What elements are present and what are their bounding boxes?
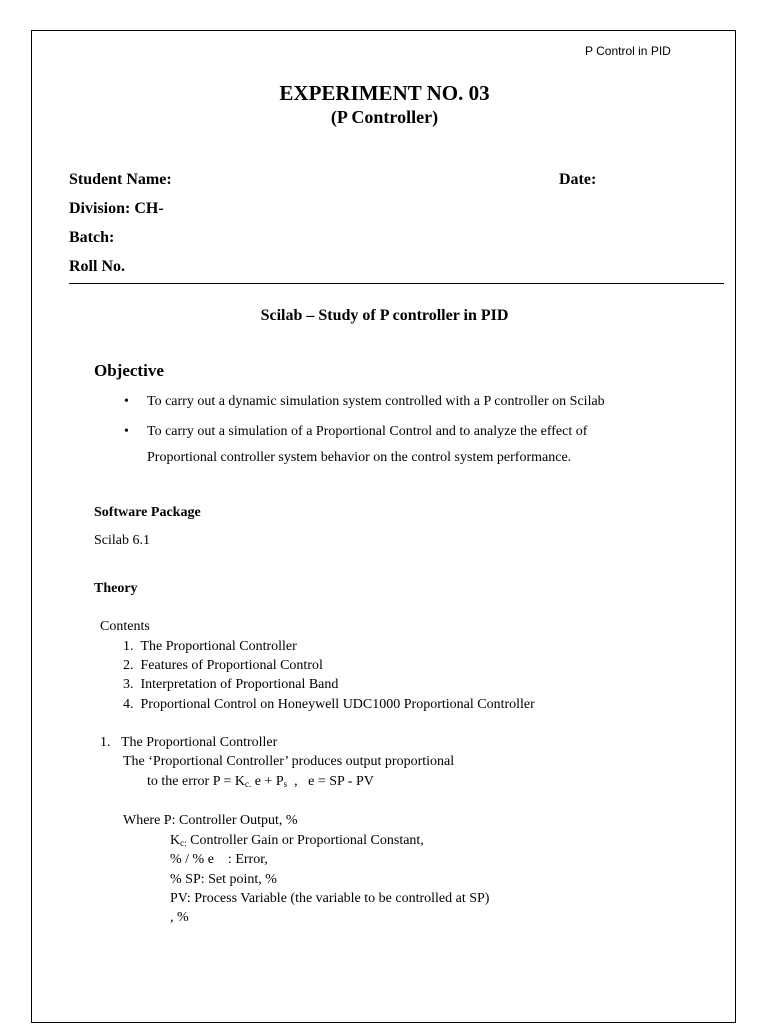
objective-heading: Objective [94,361,164,380]
error-line: % / % e : Error, [170,852,268,867]
pv-unit-line: , % [170,910,189,925]
contents-item: 3. Interpretation of Proportional Band [123,677,339,692]
header-divider [69,283,724,284]
section-title: Scilab – Study of P controller in PID [260,307,509,324]
contents-label: Contents [100,619,150,634]
date-field: Date: [559,171,597,188]
bullet-icon: • [124,394,129,409]
pv-line: PV: Process Variable (the variable to be controlled at SP) [170,891,490,906]
section1-line: The ‘Proportional Controller’ produces output proportional [123,754,455,769]
kc-line: $K_{c:}$ Controller Gain or Proportional Constant, [170,833,424,848]
student-name-field: Student Name: [69,171,172,188]
roll-no-field: Roll No. [69,258,125,275]
where-line: Where P: Controller Output, % [123,813,298,828]
header-note: P Control in PID [585,44,671,58]
experiment-title: EXPERIMENT NO. 03 [279,81,490,105]
sp-line: % SP: Set point, % [170,872,277,887]
batch-field: Batch: [69,229,115,246]
document-page [31,30,736,1023]
software-value: Scilab 6.1 [94,533,150,548]
section1-label: 1. The Proportional Controller [100,735,278,750]
theory-heading: Theory [94,581,138,596]
bullet-text: To carry out a dynamic simulation system controlled with a P controller on Scilab [147,394,605,409]
division-field: Division: CH- [69,200,164,217]
objective-bullet-continuation: Proportional controller system behavior on the control system performance. [147,450,572,465]
objective-bullet [124,424,588,440]
contents-item: 1. The Proportional Controller [123,639,297,654]
bullet-icon: • [124,424,129,439]
objective-bullet [124,394,605,410]
contents-item: 2. Features of Proportional Control [123,658,323,673]
experiment-subtitle: (P Controller) [330,107,439,127]
software-heading: Software Package [94,505,201,520]
contents-item: 4. Proportional Control on Honeywell UDC1000 Proportional Controller [123,697,535,712]
bullet-text: To carry out a simulation of a Proportional Control and to analyze the effect of [147,424,588,439]
equation-line: to the error $P = K_{c.}$ $e + P_s$ , e = SP - PV [147,774,374,789]
